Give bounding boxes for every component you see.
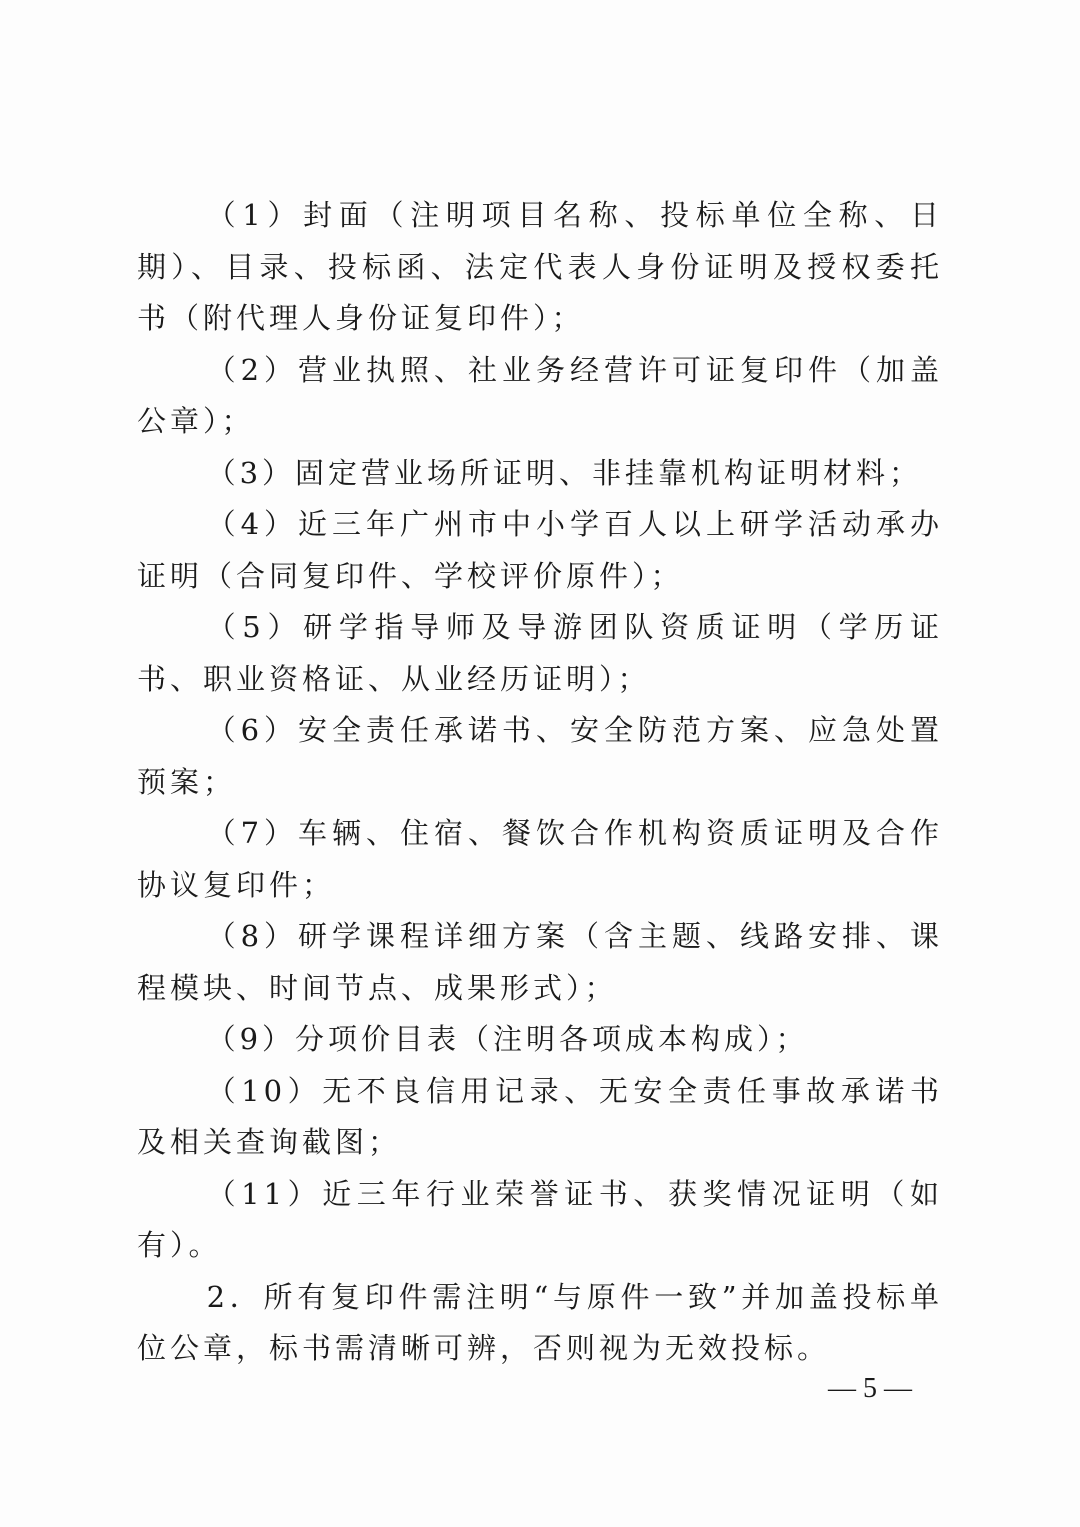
item-4-activity-proof: （4）近三年广州市中小学百人以上研学活动承办证明（合同复印件、学校评价原件）； <box>137 507 943 593</box>
document-body <box>137 190 943 1375</box>
item-5-team-qualification: （5）研学指导师及导游团队资质证明（学历证书、职业资格证、从业经历证明）； <box>137 610 943 696</box>
item-1-cover-contents: （1）封面（注明项目名称、投标单位全称、日期）、目录、投标函、法定代表人身份证明及授权委托书（附代理人身份证复印件）； <box>137 198 943 335</box>
item-6-safety-commitment: （6）安全责任承诺书、安全防范方案、应急处置预案； <box>137 713 943 799</box>
item-8-course-plan: （8）研学课程详细方案（含主题、线路安排、课程模块、时间节点、成果形式）； <box>137 919 943 1005</box>
item-10-credit-commitment: （10）无不良信用记录、无安全责任事故承诺书及相关查询截图； <box>137 1073 943 1159</box>
item-7-partner-qualification: （7）车辆、住宿、餐饮合作机构资质证明及合作协议复印件； <box>137 816 943 902</box>
item-9-price-list: （9）分项价目表（注明各项成本构成）； <box>206 1022 809 1056</box>
item-3-premises-proof: （3）固定营业场所证明、非挂靠机构证明材料； <box>206 455 923 490</box>
item-11-honor-certificates: （11）近三年行业荣誉证书、获奖情况证明（如有）。 <box>137 1176 943 1262</box>
clause-2-copy-requirements: 2．所有复印件需注明“与原件一致”并加盖投标单位公章，标书需清晰可辨，否则视为无效投标。 <box>137 1279 943 1365</box>
page-number: — 5 — <box>828 1373 912 1404</box>
item-2-business-license: （2）营业执照、社业务经营许可证复印件（加盖公章）； <box>137 352 943 438</box>
